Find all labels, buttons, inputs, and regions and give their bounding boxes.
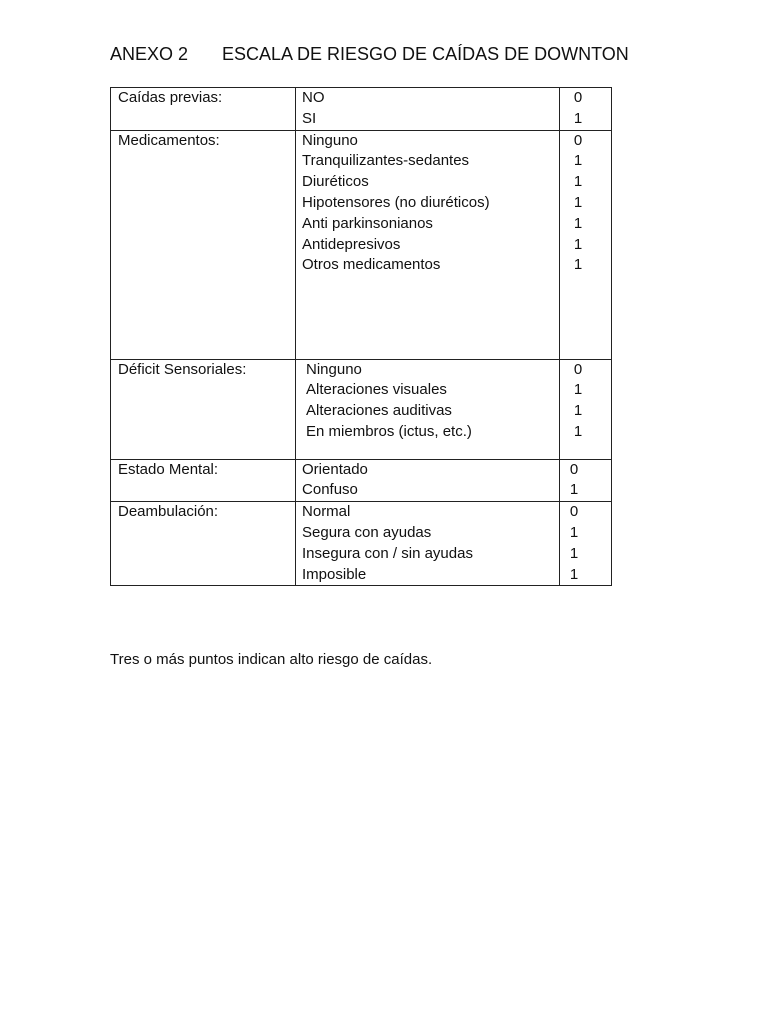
options-cell (296, 88, 560, 131)
option-label: Ninguno (302, 131, 358, 149)
option-label: Diuréticos (302, 173, 369, 191)
points-value: 1 (569, 544, 579, 562)
category-cell (111, 130, 296, 359)
options-cell (296, 502, 560, 586)
category-cell (111, 359, 296, 459)
points-value: 1 (573, 422, 583, 440)
table-row (111, 502, 612, 586)
category-cell (111, 459, 296, 502)
footnote: Tres o más puntos indican alto riesgo de caídas. (110, 651, 433, 668)
points-cell (559, 359, 611, 459)
points-value: 1 (569, 481, 579, 499)
points-value: 1 (573, 193, 583, 211)
option-label: Otros medicamentos (302, 256, 441, 274)
table-row (111, 459, 612, 502)
points-value: 1 (573, 402, 583, 420)
table-row (111, 359, 612, 459)
points-value: 1 (573, 235, 583, 253)
scale-title: ESCALA DE RIESGO DE CAÍDAS DE DOWNTON (222, 44, 629, 64)
annex-code: ANEXO 2 (110, 44, 189, 64)
options-cell (296, 359, 560, 459)
points-value: 1 (573, 381, 583, 399)
option-label: Hipotensores (no diuréticos) (302, 193, 490, 211)
category-cell (111, 88, 296, 131)
option-label: Orientado (302, 460, 368, 478)
points-value: 1 (569, 565, 579, 583)
points-cell (559, 88, 611, 131)
points-value: 1 (573, 152, 583, 170)
page-heading (110, 44, 629, 65)
points-value: 1 (573, 214, 583, 232)
points-value: 1 (573, 256, 583, 274)
points-cell (559, 130, 611, 359)
downton-scale-table (110, 87, 612, 586)
option-label: Segura con ayudas (302, 523, 432, 541)
points-value: 1 (569, 523, 579, 541)
category-label: Estado Mental: (118, 460, 219, 478)
points-cell (559, 502, 611, 586)
points-value: 0 (569, 503, 579, 521)
points-value: 1 (573, 173, 583, 191)
table-row (111, 130, 612, 359)
option-label: NO (302, 89, 325, 106)
points-value: 0 (573, 89, 583, 106)
category-label: Deambulación: (118, 503, 219, 521)
category-label: Caídas previas: (118, 89, 223, 106)
points-value: 0 (569, 460, 579, 478)
option-label: Confuso (302, 481, 358, 499)
options-cell (296, 130, 560, 359)
table-row (111, 88, 612, 131)
option-label: Insegura con / sin ayudas (302, 544, 473, 562)
points-value: 0 (573, 131, 583, 149)
option-label: En miembros (ictus, etc.) (306, 422, 472, 440)
option-label: Tranquilizantes-sedantes (302, 152, 470, 170)
category-label: Déficit Sensoriales: (118, 360, 247, 378)
option-label: Ninguno (306, 360, 362, 378)
option-label: SI (302, 109, 317, 127)
option-label: Imposible (302, 565, 367, 583)
option-label: Antidepresivos (302, 235, 401, 253)
category-cell (111, 502, 296, 586)
option-label: Alteraciones auditivas (306, 402, 452, 420)
option-label: Alteraciones visuales (306, 381, 447, 399)
option-label: Anti parkinsonianos (302, 214, 433, 232)
points-value: 1 (573, 109, 583, 127)
category-label: Medicamentos: (118, 131, 220, 149)
points-value: 0 (573, 360, 583, 378)
points-cell (559, 459, 611, 502)
options-cell (296, 459, 560, 502)
option-label: Normal (302, 503, 351, 521)
